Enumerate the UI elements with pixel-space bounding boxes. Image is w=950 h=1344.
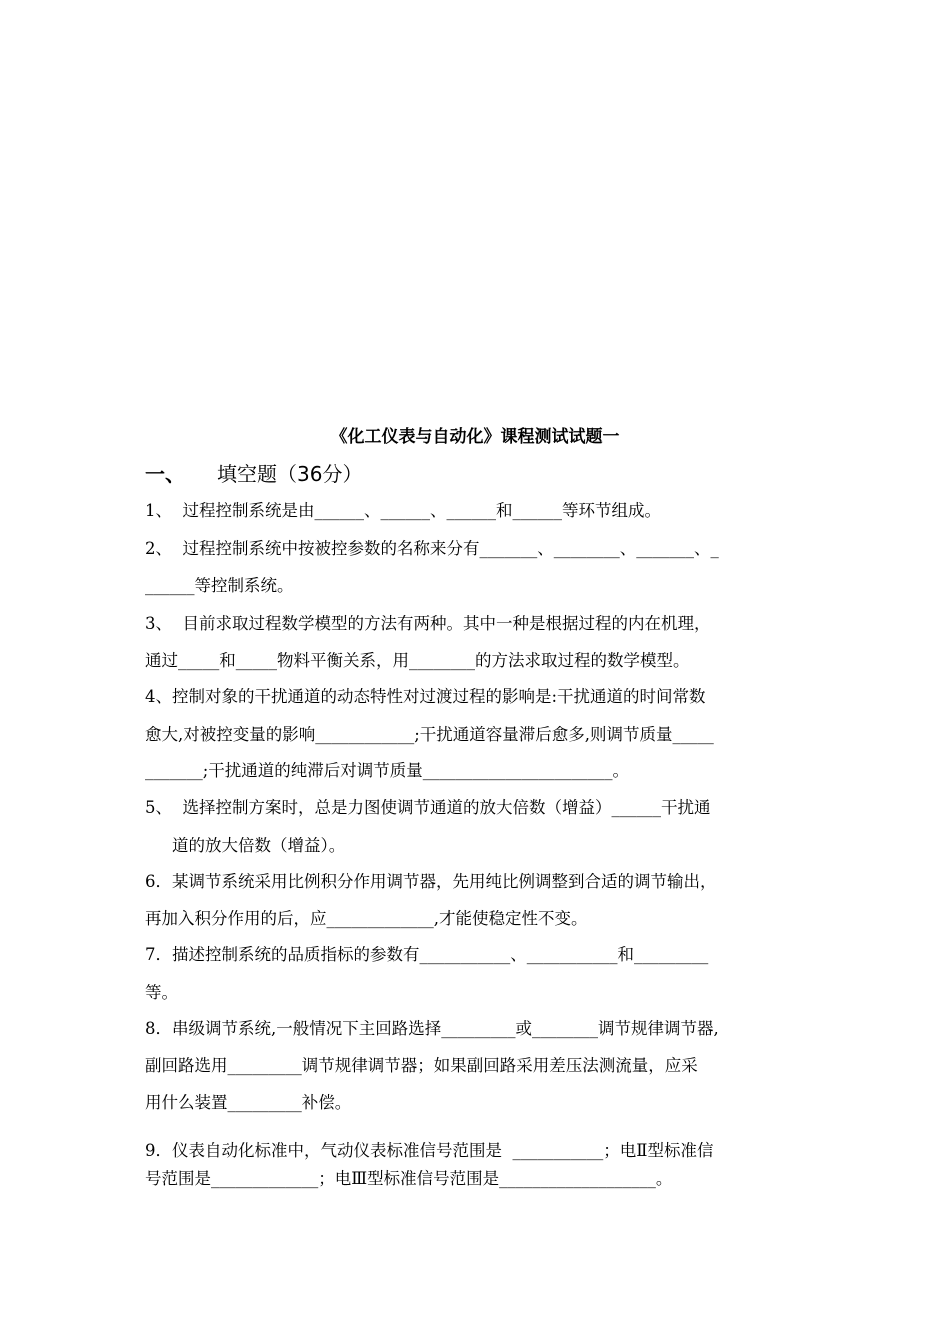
section-heading xyxy=(145,460,362,488)
section-number: 一、 xyxy=(145,462,185,486)
document-title: 《化工仪表与自动化》课程测试试题一 xyxy=(330,427,620,447)
question-1-line-1: 1、 过程控制系统是由______、______、______和______等环节组成。 xyxy=(145,501,661,520)
question-8-line-3: 用什么装置_________补偿。 xyxy=(145,1093,352,1112)
question-7-line-1: 7．描述控制系统的品质指标的参数有___________、___________和_________ xyxy=(145,945,709,964)
question-4-line-3: _______;干扰通道的纯滞后对调节质量_______________________。 xyxy=(145,761,630,780)
question-2-line-1: 2、 过程控制系统中按被控参数的名称来分有_______、________、_______、_ xyxy=(145,539,719,558)
question-4-line-1: 4、控制对象的干扰通道的动态特性对过渡过程的影响是:干扰通道的时间常数 xyxy=(145,687,706,706)
question-8-line-1: 8．串级调节系统,一般情况下主回路选择_________或________调节规律调节器, xyxy=(145,1019,719,1038)
question-7-line-2: 等。 xyxy=(145,983,178,1002)
question-6-line-1: 6．某调节系统采用比例积分作用调节器，先用纯比例调整到合适的调节输出， xyxy=(145,872,717,891)
question-5-line-2: 道的放大倍数（增益）。 xyxy=(172,836,346,855)
question-5-line-1: 5、 选择控制方案时，总是力图使调节通道的放大倍数（增益）______干扰通 xyxy=(145,798,711,817)
section-title: 填空题（36分） xyxy=(217,462,363,486)
question-4-line-2: 愈大,对被控变量的影响____________;干扰通道容量滞后愈多,则调节质量_____ xyxy=(145,725,714,744)
question-2-line-2: ______等控制系统。 xyxy=(145,576,294,595)
question-3-line-2: 通过_____和_____物料平衡关系，用________的方法求取过程的数学模型。 xyxy=(145,651,690,670)
question-8-line-2: 副回路选用_________调节规律调节器；如果副回路采用差压法测流量，应采 xyxy=(145,1056,698,1075)
question-9-line-2: 号范围是_____________；电Ⅲ型标准信号范围是___________________。 xyxy=(145,1169,673,1188)
question-9-line-1: 9．仪表自动化标准中，气动仪表标准信号范围是 ___________；电Ⅱ型标准信 xyxy=(145,1141,714,1160)
question-3-line-1: 3、 目前求取过程数学模型的方法有两种。其中一种是根据过程的内在机理， xyxy=(145,614,711,633)
question-6-line-2: 再加入积分作用的后，应_____________,才能使稳定性不变。 xyxy=(145,909,588,928)
